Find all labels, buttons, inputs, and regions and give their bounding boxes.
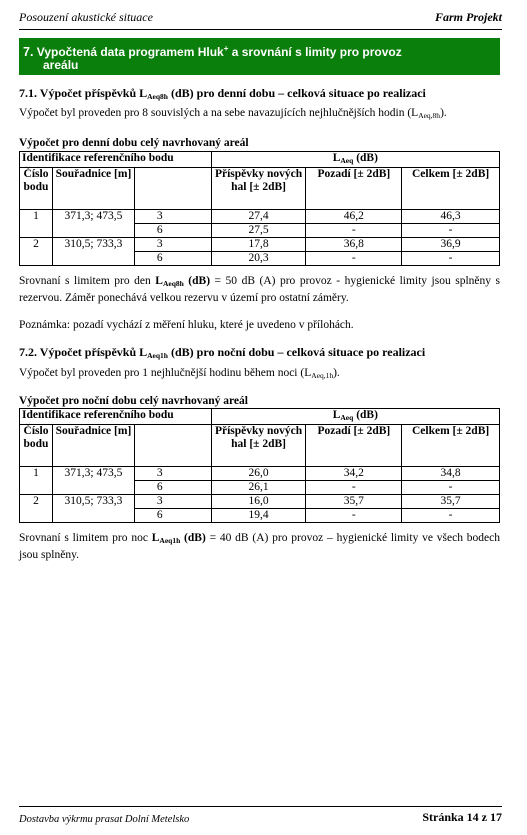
header-title: Posouzení akustické situace [19,10,153,24]
day-table [19,151,500,266]
cell-celkem: - [402,224,500,238]
footer-project: Dostavba výkrmu prasat Dolní Metelsko [19,814,190,825]
night-heading-rest: (dB) pro noční dobu – celková situace po realizaci [167,345,426,359]
day-heading-sub: Aeq8h [147,92,168,101]
col-prispevky: Příspěvky nových hal [± 2dB] [211,168,306,210]
col-prispevky: Příspěvky nových hal [± 2dB] [211,425,306,467]
night-limit-sub: Aeq1h [159,536,181,545]
header-rule [19,29,502,30]
cell-coord: 371,3; 473,5 [52,210,134,238]
cell-pozadi: - [306,252,402,266]
cell-bod: 2 [20,238,53,266]
night-table-caption: Výpočet pro noční dobu celý navrhovaný areál [19,395,248,407]
laeq-unit: (dB) [353,152,378,164]
table-row [20,467,500,481]
day-note: Poznámka: pozadí vychází z měření hluku, které je uvedeno v přílohách. [19,319,354,331]
day-table-caption: Výpočet pro denní dobu celý navrhovaný areál [19,137,249,149]
section-title-part1: Vypočtená data programem Hluk [36,45,224,59]
cell-height: 3 [134,238,211,252]
cell-prispevky: 19,4 [211,509,306,523]
cell-pozadi: 36,8 [306,238,402,252]
cell-height: 6 [134,252,211,266]
section-number: 7. [23,45,34,59]
table-row [20,168,500,210]
day-limit-d: = 50 dB (A) pro provoz - hygienické limity jsou splněny s rezervou. Záměr ponechává velkou rezervu v území pro ostatní záměry. [19,275,501,304]
night-intro-sub: Aeq,1h [311,371,334,380]
col-pozadi: Pozadí [± 2dB] [306,168,402,210]
cell-prispevky: 16,0 [211,495,306,509]
night-limit-b: L [151,532,160,544]
cell-pozadi: 34,2 [306,467,402,481]
cell-height: 3 [134,495,211,509]
laeq-header [211,409,499,425]
table-row [20,409,500,425]
table-row [20,152,500,168]
section-title-sup: + [223,44,229,53]
day-intro-text: Výpočet byl proveden pro 8 souvislých a na sebe navazujících nejhlučnějších hodin (L [19,107,419,119]
cell-celkem: 46,3 [402,210,500,224]
cell-bod: 1 [20,210,53,238]
footer-page-label: Stránka [422,810,467,824]
col-pozadi: Pozadí [± 2dB] [306,425,402,467]
cell-height: 6 [134,509,211,523]
cell-celkem: 36,9 [402,238,500,252]
night-intro-end: ). [333,367,340,379]
night-limit-c: (dB) [180,532,206,544]
laeq-header [211,152,499,168]
col-empty [134,168,211,210]
footer-rule [19,806,502,807]
cell-height: 6 [134,224,211,238]
night-heading-text: 7.2. Výpočet příspěvků L [19,345,148,359]
cell-pozadi: 46,2 [306,210,402,224]
cell-coord: 310,5; 733,3 [52,495,134,523]
day-limit-b: L [155,275,163,287]
cell-prispevky: 17,8 [211,238,306,252]
night-heading-sub: Aeq1h [147,351,168,360]
section-title-line2: areálu [43,58,79,72]
table-row [20,425,500,467]
cell-height: 6 [134,481,211,495]
col-celkem: Celkem [± 2dB] [402,168,500,210]
laeq-l: L [332,152,341,164]
col-cislo: Číslo bodu [20,425,53,467]
laeq-sub: Aeq [340,413,354,422]
cell-pozadi: - [306,224,402,238]
laeq-unit: (dB) [353,409,378,421]
cell-prispevky: 26,1 [211,481,306,495]
day-intro [19,106,500,123]
col-souradnice: Souřadnice [m] [52,168,134,210]
cell-celkem: 34,8 [402,467,500,481]
night-intro-text: Výpočet byl proveden pro 1 nejhlučnější hodinu během noci (L [19,367,312,379]
day-limit-text [19,274,500,305]
cell-celkem: 35,7 [402,495,500,509]
header-company: Farm Projekt [434,10,502,24]
col-cislo: Číslo bodu [20,168,53,210]
day-limit-sub: Aeq8h [162,279,184,288]
night-intro [19,366,500,383]
col-empty [134,425,211,467]
day-heading-rest: (dB) pro denní dobu – celková situace po realizaci [167,86,426,100]
night-heading [19,345,425,360]
laeq-sub: Aeq [340,156,354,165]
cell-pozadi: 35,7 [306,495,402,509]
cell-height: 3 [134,467,211,481]
cell-pozadi: - [306,509,402,523]
cell-coord: 310,5; 733,3 [52,238,134,266]
laeq-l: L [332,409,341,421]
night-table [19,408,500,523]
day-intro-end: ). [440,107,447,119]
cell-prispevky: 20,3 [211,252,306,266]
cell-coord: 371,3; 473,5 [52,467,134,495]
cell-prispevky: 26,0 [211,467,306,481]
cell-celkem: - [402,509,500,523]
footer-page-of: z [478,810,490,824]
cell-celkem: - [402,252,500,266]
table-row [20,210,500,224]
ident-header: Identifikace referenčního bodu [20,152,212,168]
night-limit-a: Srovnaní s limitem pro noc [19,532,152,544]
day-limit-a: Srovnaní s limitem pro den [19,275,156,287]
table-row [20,238,500,252]
cell-pozadi: - [306,481,402,495]
ident-header: Identifikace referenčního bodu [20,409,212,425]
cell-celkem: - [402,481,500,495]
section-title-part2: a srovnání s limity pro provoz [228,45,402,59]
footer-page [422,810,502,825]
cell-prispevky: 27,5 [211,224,306,238]
day-heading-text: 7.1. Výpočet příspěvků L [19,86,148,100]
night-limit-text [19,531,500,562]
day-intro-sub: Aeq,8h [418,111,441,120]
col-celkem: Celkem [± 2dB] [402,425,500,467]
footer-page-total: 17 [490,810,502,824]
section-banner [19,38,500,75]
footer-page-num: 14 [466,810,479,824]
cell-height: 3 [134,210,211,224]
cell-bod: 1 [20,467,53,495]
cell-prispevky: 27,4 [211,210,306,224]
day-limit-c: (dB) [183,275,211,287]
cell-bod: 2 [20,495,53,523]
night-limit-d: = 40 dB (A) pro provoz – hygienické limity ve všech bodech jsou splněny. [19,532,500,561]
col-souradnice: Souřadnice [m] [52,425,134,467]
day-heading [19,86,426,101]
table-row [20,495,500,509]
